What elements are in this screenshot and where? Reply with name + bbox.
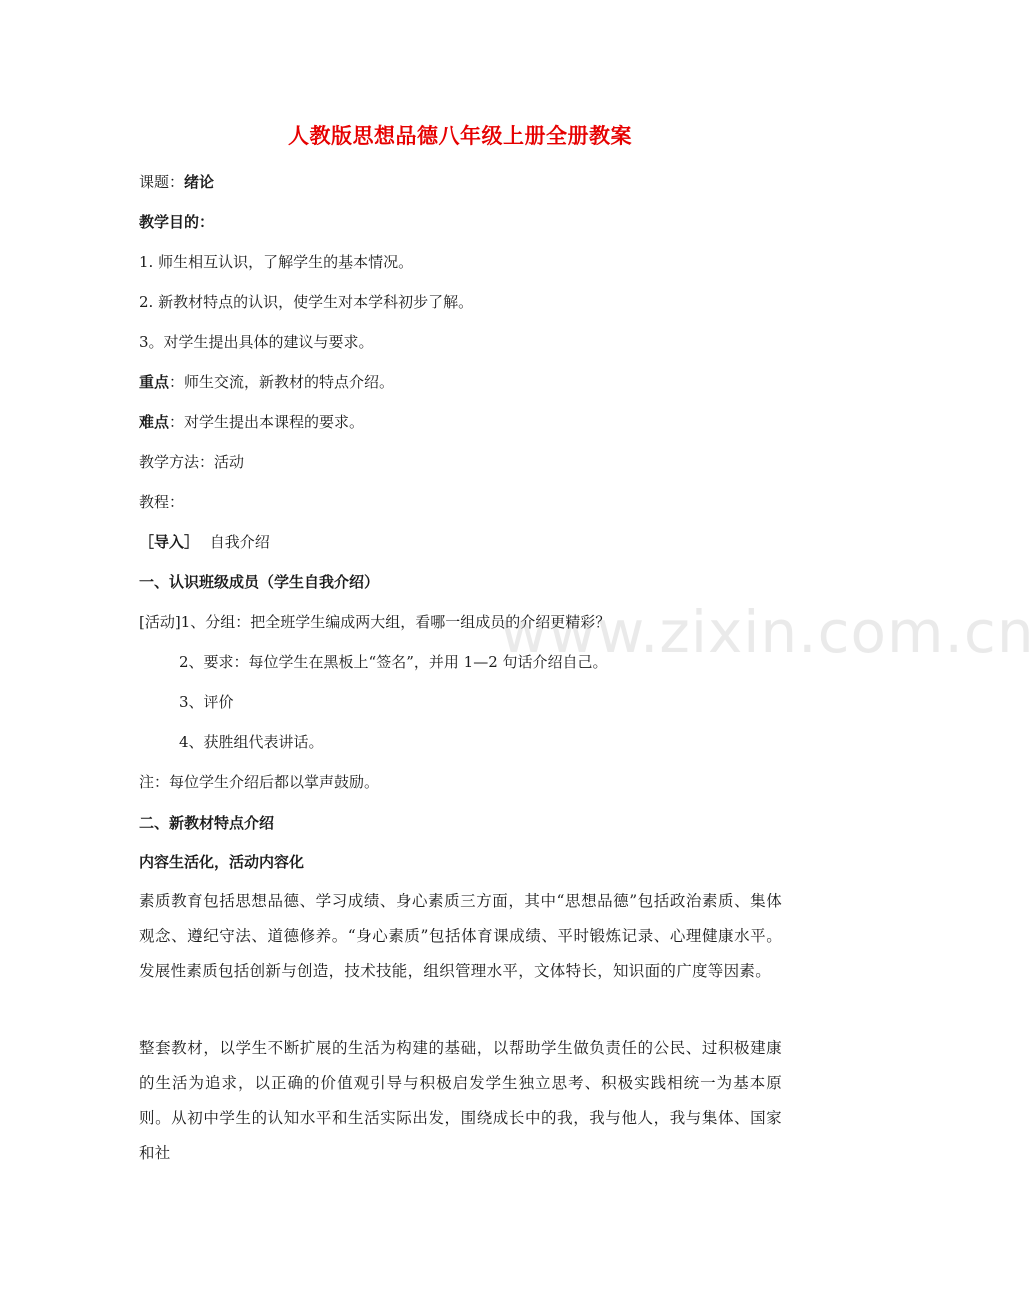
paragraph: 整套教材，以学生不断扩展的生活为构建的基础，以帮助学生做负责任的公民、过积极建康的生活为追求，以正确的价值观引导与积极启发学生独立思考、积极实践相统一为基本原则。从初中学生的认知水平和生活实际出发，围绕成长中的我，我与他人，我与集体、国家和社 <box>139 1039 782 1162</box>
key-point-line <box>139 372 394 392</box>
activity-step: 3、评价 <box>179 693 234 711</box>
intro-text: 自我介绍 <box>209 533 270 551</box>
difficulty-text: ：对学生提出本课程的要求。 <box>169 413 365 431</box>
intro-label: ［导入］ <box>139 533 200 551</box>
paragraph: 素质教育包括思想品德、学习成绩、身心素质三方面，其中“思想品德”包括政治素质、集体观念、遵纪守法、道德修养。“身心素质”包括体育课成绩、平时锻炼记录、心理健康水平。发展性素质包括创新与创造，技术技能，组织管理水平，文体特长，知识面的广度等因素。 <box>139 892 782 980</box>
method-line: 教学方法：活动 <box>139 453 245 471</box>
section1-heading: 一、认识班级成员（学生自我介绍） <box>139 573 380 591</box>
topic-label: 课题： <box>139 173 185 191</box>
watermark: www.zixin.com.cn <box>500 598 1035 666</box>
process-line: 教程： <box>139 493 185 511</box>
objectives-heading: 教学目的： <box>139 213 215 231</box>
difficulty-line <box>139 412 364 432</box>
section2-subheading: 内容生活化，活动内容化 <box>139 853 305 871</box>
key-point-label: 重点 <box>139 373 170 391</box>
document-title: 人教版思想品德八年级上册全册教案 <box>288 123 632 148</box>
note-line: 注：每位学生介绍后都以掌声鼓励。 <box>139 773 380 791</box>
activity-step: 2、要求：每位学生在黑板上“签名”，并用 1—2 句话介绍自己。 <box>179 653 608 671</box>
difficulty-label: 难点 <box>139 413 170 431</box>
objective-item: 2. 新教材特点的认识，使学生对本学科初步了解。 <box>139 293 474 311</box>
objective-item: 1. 师生相互认识，了解学生的基本情况。 <box>139 253 414 271</box>
key-point-text: ：师生交流，新教材的特点介绍。 <box>169 373 395 391</box>
section2-heading: 二、新教材特点介绍 <box>139 814 275 832</box>
activity-line: [活动]1、分组：把全班学生编成两大组，看哪一组成员的介绍更精彩？ <box>139 613 611 631</box>
objective-item: 3。对学生提出具体的建议与要求。 <box>139 333 374 351</box>
intro-line <box>139 532 270 552</box>
topic-line <box>139 172 214 192</box>
activity-step: 4、获胜组代表讲话。 <box>179 733 324 751</box>
topic-value: 绪论 <box>184 173 215 191</box>
